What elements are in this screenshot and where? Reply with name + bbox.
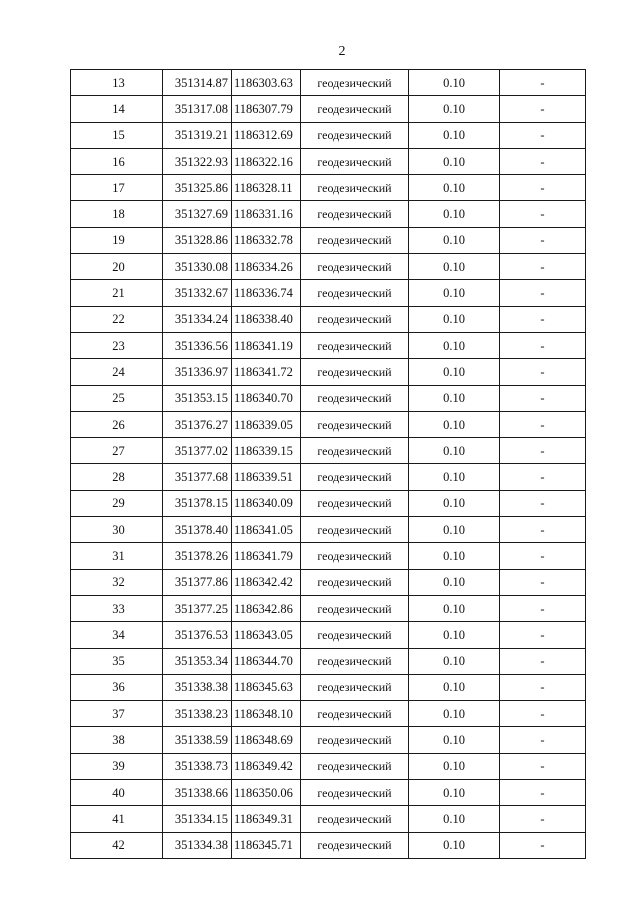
x-coordinate-cell: 351330.08 (163, 254, 232, 280)
table-row (71, 359, 586, 385)
method-cell: геодезический (301, 201, 409, 227)
table-row (71, 806, 586, 832)
note-cell: - (500, 780, 586, 806)
point-number-cell: 25 (71, 385, 163, 411)
method-cell: геодезический (301, 122, 409, 148)
page-number: 2 (338, 44, 346, 59)
table-row (71, 227, 586, 253)
x-coordinate-cell: 351319.21 (163, 122, 232, 148)
point-number-cell: 24 (71, 359, 163, 385)
table-row (71, 543, 586, 569)
table-row (71, 701, 586, 727)
table-row (71, 96, 586, 122)
accuracy-cell: 0.10 (409, 201, 500, 227)
y-coordinate-cell: 1186341.19 (232, 332, 301, 358)
point-number-cell: 28 (71, 464, 163, 490)
table-row (71, 674, 586, 700)
accuracy-cell: 0.10 (409, 674, 500, 700)
note-cell: - (500, 622, 586, 648)
x-coordinate-cell: 351353.34 (163, 648, 232, 674)
note-cell: - (500, 411, 586, 437)
note-cell: - (500, 543, 586, 569)
note-cell: - (500, 569, 586, 595)
point-number-cell: 20 (71, 254, 163, 280)
note-cell: - (500, 332, 586, 358)
method-cell: геодезический (301, 332, 409, 358)
y-coordinate-cell: 1186338.40 (232, 306, 301, 332)
y-coordinate-cell: 1186348.69 (232, 727, 301, 753)
table-row (71, 490, 586, 516)
x-coordinate-cell: 351377.86 (163, 569, 232, 595)
point-number-cell: 33 (71, 595, 163, 621)
table-row (71, 464, 586, 490)
table-row (71, 148, 586, 174)
point-number-cell: 31 (71, 543, 163, 569)
note-cell: - (500, 806, 586, 832)
point-number-cell: 15 (71, 122, 163, 148)
x-coordinate-cell: 351377.25 (163, 595, 232, 621)
method-cell: геодезический (301, 569, 409, 595)
y-coordinate-cell: 1186341.79 (232, 543, 301, 569)
y-coordinate-cell: 1186332.78 (232, 227, 301, 253)
point-number-cell: 26 (71, 411, 163, 437)
point-number-cell: 32 (71, 569, 163, 595)
note-cell: - (500, 674, 586, 700)
table-row (71, 332, 586, 358)
table-row (71, 306, 586, 332)
accuracy-cell: 0.10 (409, 122, 500, 148)
note-cell: - (500, 70, 586, 96)
y-coordinate-cell: 1186344.70 (232, 648, 301, 674)
accuracy-cell: 0.10 (409, 648, 500, 674)
accuracy-cell: 0.10 (409, 280, 500, 306)
x-coordinate-cell: 351322.93 (163, 148, 232, 174)
x-coordinate-cell: 351338.66 (163, 780, 232, 806)
method-cell: геодезический (301, 464, 409, 490)
y-coordinate-cell: 1186345.71 (232, 832, 301, 858)
x-coordinate-cell: 351376.27 (163, 411, 232, 437)
point-number-cell: 17 (71, 175, 163, 201)
y-coordinate-cell: 1186348.10 (232, 701, 301, 727)
point-number-cell: 42 (71, 832, 163, 858)
point-number-cell: 19 (71, 227, 163, 253)
method-cell: геодезический (301, 490, 409, 516)
point-number-cell: 38 (71, 727, 163, 753)
table-row (71, 622, 586, 648)
method-cell: геодезический (301, 411, 409, 437)
point-number-cell: 41 (71, 806, 163, 832)
accuracy-cell: 0.10 (409, 806, 500, 832)
method-cell: геодезический (301, 517, 409, 543)
y-coordinate-cell: 1186312.69 (232, 122, 301, 148)
table-row (71, 411, 586, 437)
y-coordinate-cell: 1186341.05 (232, 517, 301, 543)
point-number-cell: 35 (71, 648, 163, 674)
note-cell: - (500, 148, 586, 174)
accuracy-cell: 0.10 (409, 753, 500, 779)
y-coordinate-cell: 1186341.72 (232, 359, 301, 385)
x-coordinate-cell: 351378.15 (163, 490, 232, 516)
accuracy-cell: 0.10 (409, 464, 500, 490)
y-coordinate-cell: 1186336.74 (232, 280, 301, 306)
method-cell: геодезический (301, 543, 409, 569)
y-coordinate-cell: 1186339.05 (232, 411, 301, 437)
y-coordinate-cell: 1186342.42 (232, 569, 301, 595)
x-coordinate-cell: 351327.69 (163, 201, 232, 227)
accuracy-cell: 0.10 (409, 701, 500, 727)
point-number-cell: 29 (71, 490, 163, 516)
method-cell: геодезический (301, 595, 409, 621)
y-coordinate-cell: 1186343.05 (232, 622, 301, 648)
y-coordinate-cell: 1186345.63 (232, 674, 301, 700)
x-coordinate-cell: 351328.86 (163, 227, 232, 253)
method-cell: геодезический (301, 254, 409, 280)
accuracy-cell: 0.10 (409, 438, 500, 464)
x-coordinate-cell: 351325.86 (163, 175, 232, 201)
accuracy-cell: 0.10 (409, 96, 500, 122)
table-row (71, 780, 586, 806)
x-coordinate-cell: 351353.15 (163, 385, 232, 411)
point-number-cell: 27 (71, 438, 163, 464)
accuracy-cell: 0.10 (409, 517, 500, 543)
y-coordinate-cell: 1186331.16 (232, 201, 301, 227)
method-cell: геодезический (301, 148, 409, 174)
y-coordinate-cell: 1186340.70 (232, 385, 301, 411)
point-number-cell: 21 (71, 280, 163, 306)
x-coordinate-cell: 351317.08 (163, 96, 232, 122)
y-coordinate-cell: 1186328.11 (232, 175, 301, 201)
point-number-cell: 18 (71, 201, 163, 227)
method-cell: геодезический (301, 780, 409, 806)
method-cell: геодезический (301, 227, 409, 253)
method-cell: геодезический (301, 674, 409, 700)
note-cell: - (500, 201, 586, 227)
table-row (71, 385, 586, 411)
point-number-cell: 36 (71, 674, 163, 700)
table-row (71, 517, 586, 543)
table-row (71, 648, 586, 674)
note-cell: - (500, 122, 586, 148)
method-cell: геодезический (301, 701, 409, 727)
y-coordinate-cell: 1186339.15 (232, 438, 301, 464)
y-coordinate-cell: 1186339.51 (232, 464, 301, 490)
accuracy-cell: 0.10 (409, 727, 500, 753)
x-coordinate-cell: 351334.24 (163, 306, 232, 332)
note-cell: - (500, 359, 586, 385)
x-coordinate-cell: 351377.68 (163, 464, 232, 490)
x-coordinate-cell: 351332.67 (163, 280, 232, 306)
accuracy-cell: 0.10 (409, 411, 500, 437)
y-coordinate-cell: 1186322.16 (232, 148, 301, 174)
x-coordinate-cell: 351338.38 (163, 674, 232, 700)
point-number-cell: 14 (71, 96, 163, 122)
point-number-cell: 40 (71, 780, 163, 806)
note-cell: - (500, 438, 586, 464)
table-row (71, 175, 586, 201)
y-coordinate-cell: 1186349.31 (232, 806, 301, 832)
accuracy-cell: 0.10 (409, 490, 500, 516)
table-row (71, 727, 586, 753)
x-coordinate-cell: 351338.73 (163, 753, 232, 779)
table-row (71, 753, 586, 779)
x-coordinate-cell: 351378.26 (163, 543, 232, 569)
table-row (71, 595, 586, 621)
point-number-cell: 22 (71, 306, 163, 332)
table-row (71, 201, 586, 227)
x-coordinate-cell: 351336.97 (163, 359, 232, 385)
coordinates-table (70, 69, 586, 859)
y-coordinate-cell: 1186303.63 (232, 70, 301, 96)
y-coordinate-cell: 1186334.26 (232, 254, 301, 280)
note-cell: - (500, 175, 586, 201)
accuracy-cell: 0.10 (409, 148, 500, 174)
note-cell: - (500, 306, 586, 332)
y-coordinate-cell: 1186349.42 (232, 753, 301, 779)
note-cell: - (500, 727, 586, 753)
method-cell: геодезический (301, 727, 409, 753)
note-cell: - (500, 517, 586, 543)
note-cell: - (500, 254, 586, 280)
x-coordinate-cell: 351314.87 (163, 70, 232, 96)
point-number-cell: 23 (71, 332, 163, 358)
accuracy-cell: 0.10 (409, 569, 500, 595)
table-row (71, 569, 586, 595)
method-cell: геодезический (301, 306, 409, 332)
x-coordinate-cell: 351334.38 (163, 832, 232, 858)
x-coordinate-cell: 351377.02 (163, 438, 232, 464)
method-cell: геодезический (301, 622, 409, 648)
x-coordinate-cell: 351376.53 (163, 622, 232, 648)
note-cell: - (500, 227, 586, 253)
x-coordinate-cell: 351338.59 (163, 727, 232, 753)
method-cell: геодезический (301, 280, 409, 306)
x-coordinate-cell: 351378.40 (163, 517, 232, 543)
note-cell: - (500, 385, 586, 411)
y-coordinate-cell: 1186307.79 (232, 96, 301, 122)
note-cell: - (500, 753, 586, 779)
method-cell: геодезический (301, 806, 409, 832)
method-cell: геодезический (301, 648, 409, 674)
accuracy-cell: 0.10 (409, 780, 500, 806)
method-cell: геодезический (301, 832, 409, 858)
table-row (71, 438, 586, 464)
method-cell: геодезический (301, 175, 409, 201)
accuracy-cell: 0.10 (409, 306, 500, 332)
x-coordinate-cell: 351338.23 (163, 701, 232, 727)
accuracy-cell: 0.10 (409, 175, 500, 201)
table-row (71, 280, 586, 306)
point-number-cell: 16 (71, 148, 163, 174)
note-cell: - (500, 832, 586, 858)
note-cell: - (500, 96, 586, 122)
method-cell: геодезический (301, 438, 409, 464)
accuracy-cell: 0.10 (409, 622, 500, 648)
coordinates-table-body (71, 70, 586, 859)
accuracy-cell: 0.10 (409, 543, 500, 569)
note-cell: - (500, 648, 586, 674)
accuracy-cell: 0.10 (409, 595, 500, 621)
accuracy-cell: 0.10 (409, 254, 500, 280)
table-row (71, 70, 586, 96)
note-cell: - (500, 595, 586, 621)
x-coordinate-cell: 351334.15 (163, 806, 232, 832)
accuracy-cell: 0.10 (409, 227, 500, 253)
table-row (71, 254, 586, 280)
y-coordinate-cell: 1186350.06 (232, 780, 301, 806)
method-cell: геодезический (301, 96, 409, 122)
x-coordinate-cell: 351336.56 (163, 332, 232, 358)
method-cell: геодезический (301, 385, 409, 411)
table-row (71, 832, 586, 858)
method-cell: геодезический (301, 359, 409, 385)
accuracy-cell: 0.10 (409, 832, 500, 858)
y-coordinate-cell: 1186342.86 (232, 595, 301, 621)
point-number-cell: 34 (71, 622, 163, 648)
y-coordinate-cell: 1186340.09 (232, 490, 301, 516)
point-number-cell: 39 (71, 753, 163, 779)
table-row (71, 122, 586, 148)
accuracy-cell: 0.10 (409, 70, 500, 96)
method-cell: геодезический (301, 70, 409, 96)
note-cell: - (500, 280, 586, 306)
point-number-cell: 37 (71, 701, 163, 727)
point-number-cell: 13 (71, 70, 163, 96)
accuracy-cell: 0.10 (409, 359, 500, 385)
note-cell: - (500, 490, 586, 516)
point-number-cell: 30 (71, 517, 163, 543)
accuracy-cell: 0.10 (409, 332, 500, 358)
note-cell: - (500, 701, 586, 727)
method-cell: геодезический (301, 753, 409, 779)
note-cell: - (500, 464, 586, 490)
accuracy-cell: 0.10 (409, 385, 500, 411)
